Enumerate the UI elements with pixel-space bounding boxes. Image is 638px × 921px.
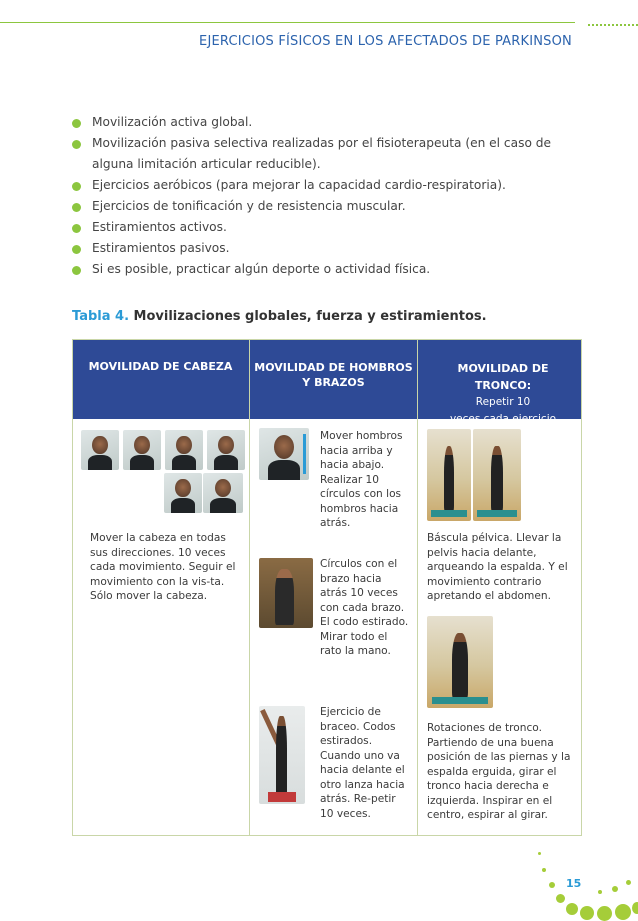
column-divider	[249, 340, 250, 835]
table-caption	[72, 309, 487, 324]
arrow-icon	[303, 434, 306, 474]
photo-pelvic-tilt-back	[473, 429, 521, 521]
header-movilidad-hombros: MOVILIDAD DE HOMBROS Y BRAZOS	[254, 361, 413, 389]
shoulder-instructions: Mover hombros hacia arriba y hacia abajo. Realizar 10 círculos con los hombros hacia atrás.	[320, 430, 403, 529]
photo-trunk-rotation	[427, 616, 493, 708]
header-rule	[0, 22, 575, 23]
list-item: Estiramientos pasivos.	[72, 238, 592, 259]
page-number: 15	[566, 877, 582, 890]
photo-head-side	[207, 430, 245, 470]
header-movilidad-cabeza: MOVILIDAD DE CABEZA	[88, 360, 233, 373]
table-caption-title: Movilizaciones globales, fuerza y estiramientos.	[133, 309, 487, 324]
arm-circle-instructions: Círculos con el brazo hacia atrás 10 veces con cada brazo. El codo estirado. Mirar todo el rato la mano.	[320, 558, 409, 657]
pelvic-tilt-instructions: Báscula pélvica. Llevar la pelvis hacia delante, arqueando la espalda. Y el movimiento contrario apretando el abdomen.	[427, 532, 568, 602]
photo-head-turn-right	[203, 473, 243, 513]
list-item: Ejercicios aeróbicos (para mejorar la capacidad cardio-respiratoria).	[72, 175, 592, 196]
running-header: EJERCICIOS FÍSICOS EN LOS AFECTADOS DE PARKINSON	[199, 34, 572, 49]
list-item: Movilización activa global.	[72, 112, 592, 133]
table-caption-number: Tabla 4.	[72, 309, 130, 324]
head-instructions: Mover la cabeza en todas sus direcciones. 10 veces cada movimiento. Seguir el movimiento con la vis-ta. Sólo mover la cabeza.	[90, 532, 236, 602]
list-item: Estiramientos activos.	[72, 217, 592, 238]
list-item: Movilización pasiva selectiva realizadas por el fisioterapeuta (en el caso de alguna limitación articular reducible).	[72, 133, 592, 175]
photo-head-up	[123, 430, 161, 470]
photo-shoulder-rolls	[259, 428, 309, 480]
photo-arm-swing	[259, 706, 305, 804]
trunk-rotation-instructions: Rotaciones de tronco. Partiendo de una buena posición de las piernas y la espalda erguida, girar el tronco hacia derecha e izquierda. Inspirar en el centro, espirar al girar.	[427, 722, 571, 821]
header-dotted-rule	[588, 24, 638, 26]
photo-head-front	[165, 430, 203, 470]
photo-arm-circles	[259, 558, 313, 628]
column-divider	[417, 340, 418, 835]
exercise-bullet-list	[72, 112, 592, 280]
header-movilidad-tronco: MOVILIDAD DE TRONCO: Repetir 10 veces cada ejercicio	[449, 362, 557, 425]
exercise-table	[72, 339, 582, 836]
list-item: Ejercicios de tonificación y de resistencia muscular.	[72, 196, 592, 217]
table-header	[73, 340, 581, 425]
list-item: Si es posible, practicar algún deporte o actividad física.	[72, 259, 592, 280]
arm-swing-instructions: Ejercicio de braceo. Codos estirados. Cuando uno va hacia delante el otro lanza hacia atrás. Re-petir 10 veces.	[320, 706, 405, 820]
photo-head-turn-left	[164, 473, 202, 513]
photo-head-tilt	[81, 430, 119, 470]
photo-pelvic-tilt-forward	[427, 429, 471, 521]
